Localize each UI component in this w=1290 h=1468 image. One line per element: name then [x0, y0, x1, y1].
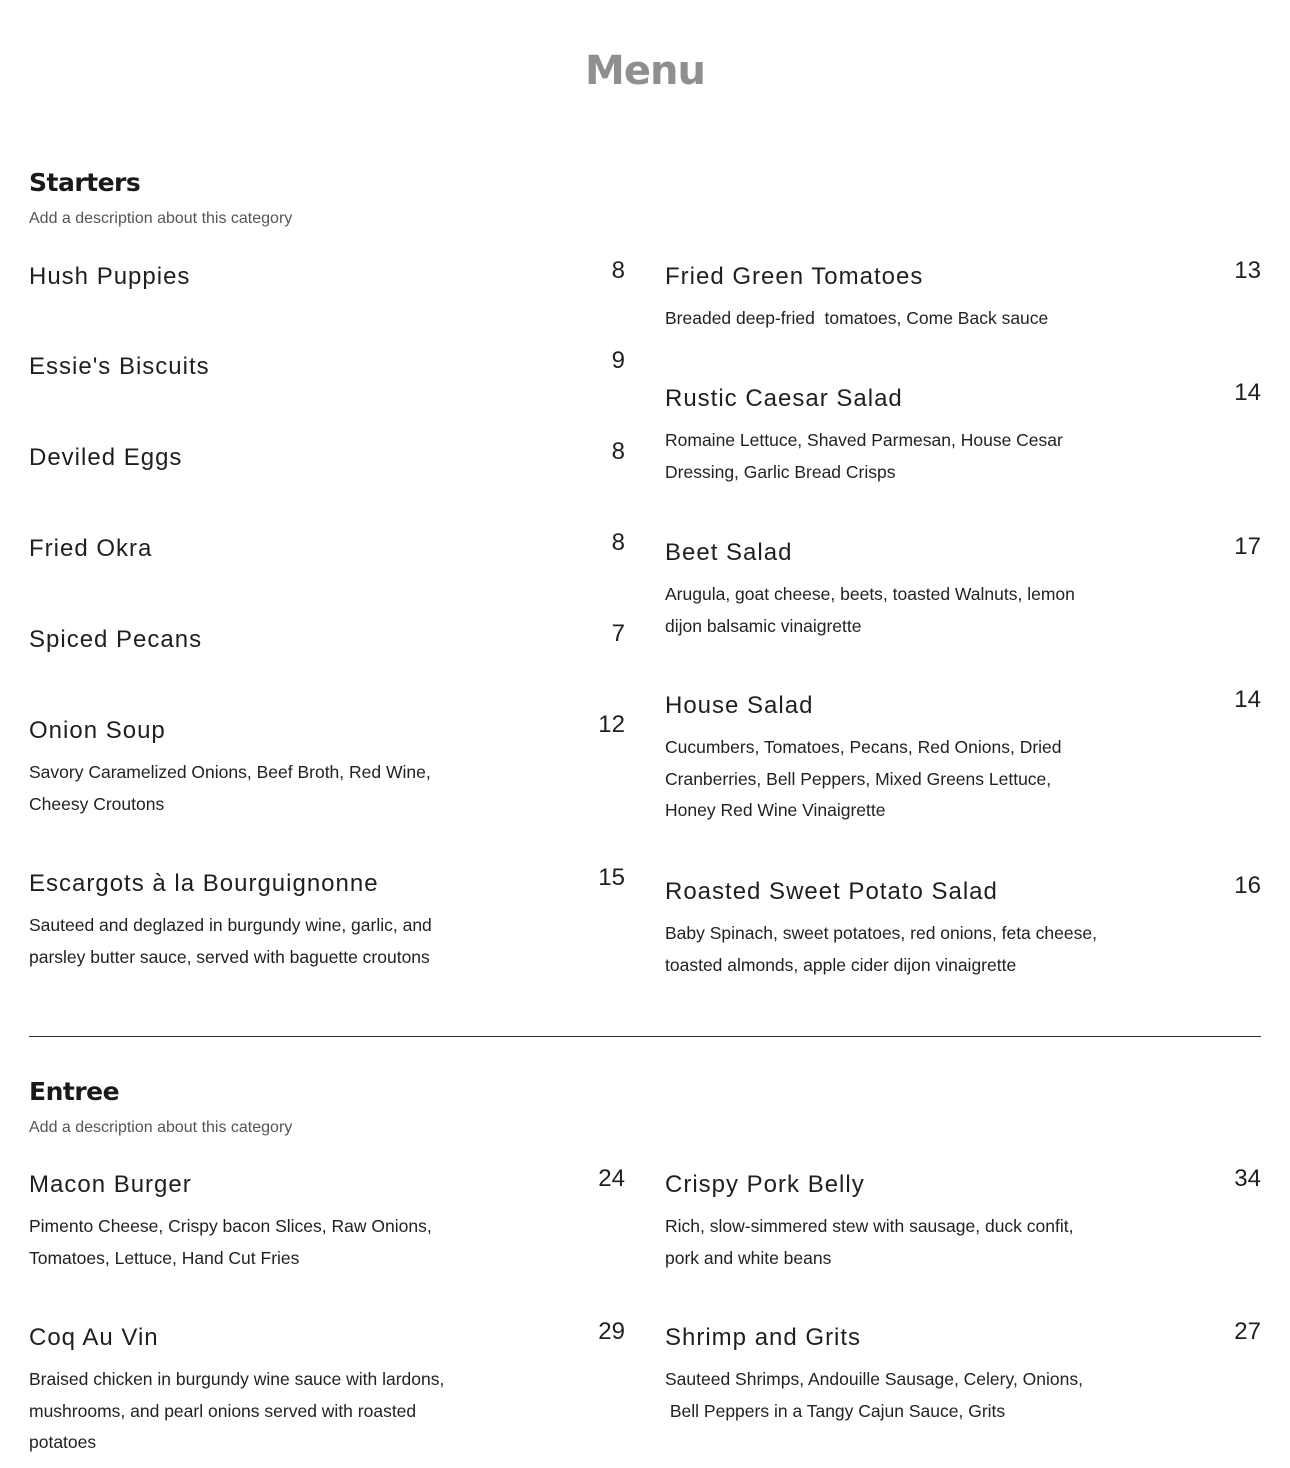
- item-price: 24: [598, 1165, 625, 1192]
- item-description: Cucumbers, Tomatoes, Pecans, Red Onions, Dried Cranberries, Bell Peppers, Mixed Greens Lettuce, Honey Red Wine Vinaigrette: [665, 737, 1067, 820]
- item-name: Deviled Eggs: [29, 444, 183, 471]
- item-price: 29: [598, 1318, 625, 1345]
- item-description: Arugula, goat cheese, beets, toasted Walnuts, lemon dijon balsamic vinaigrette: [665, 584, 1080, 636]
- page-title: Menu: [585, 48, 705, 94]
- category-description: Add a description about this category: [29, 210, 293, 227]
- menu-item[interactable]: [29, 438, 625, 472]
- item-description: Sauteed and deglazed in burgundy wine, garlic, and parsley butter sauce, served with baguette croutons: [29, 915, 437, 967]
- menu-item[interactable]: [29, 1318, 625, 1459]
- item-price: 13: [1234, 257, 1261, 284]
- item-name: Spiced Pecans: [29, 626, 203, 653]
- item-price: 7: [611, 620, 625, 647]
- menu-item[interactable]: [665, 872, 1261, 981]
- item-name: Macon Burger: [29, 1171, 192, 1198]
- category-starters: [29, 168, 1261, 228]
- item-price: 15: [598, 864, 625, 891]
- item-description: Breaded deep-fried tomatoes, Come Back sauce: [665, 308, 1049, 328]
- item-price: 9: [611, 347, 625, 374]
- item-name: Onion Soup: [29, 717, 166, 744]
- menu-item[interactable]: [29, 257, 625, 291]
- item-name: Beet Salad: [665, 539, 793, 566]
- item-name: Escargots à la Bourguignonne: [29, 870, 379, 897]
- item-description: Pimento Cheese, Crispy bacon Slices, Raw Onions, Tomatoes, Lettuce, Hand Cut Fries: [29, 1216, 437, 1268]
- menu-item[interactable]: [665, 533, 1261, 642]
- menu-item[interactable]: [665, 379, 1261, 488]
- item-price: 14: [1234, 686, 1261, 713]
- menu-item[interactable]: [29, 529, 625, 563]
- item-description: Sauteed Shrimps, Andouille Sausage, Celery, Onions, Bell Peppers in a Tangy Cajun Sauce, Grits: [665, 1369, 1083, 1421]
- category-divider: [29, 1036, 1261, 1037]
- item-name: Coq Au Vin: [29, 1324, 159, 1351]
- item-name: Roasted Sweet Potato Salad: [665, 878, 998, 905]
- menu-item[interactable]: [29, 620, 625, 654]
- item-name: Hush Puppies: [29, 263, 191, 290]
- item-price: 16: [1234, 872, 1261, 899]
- menu-item[interactable]: [665, 1165, 1261, 1274]
- menu-item[interactable]: [29, 347, 625, 381]
- item-price: 12: [598, 711, 625, 738]
- item-name: House Salad: [665, 692, 814, 719]
- menu-item[interactable]: [665, 686, 1261, 827]
- menu-item[interactable]: [29, 1165, 625, 1274]
- item-name: Essie's Biscuits: [29, 353, 210, 380]
- item-description: Romaine Lettuce, Shaved Parmesan, House Cesar Dressing, Garlic Bread Crisps: [665, 430, 1068, 482]
- item-description: Rich, slow-simmered stew with sausage, duck confit, pork and white beans: [665, 1216, 1079, 1268]
- item-description: Baby Spinach, sweet potatoes, red onions, feta cheese, toasted almonds, apple cider dijon vinaigrette: [665, 923, 1102, 975]
- menu-item[interactable]: [665, 1318, 1261, 1427]
- menu-item[interactable]: [665, 257, 1261, 335]
- category-entree: [29, 1077, 1261, 1137]
- item-description: Savory Caramelized Onions, Beef Broth, Red Wine, Cheesy Croutons: [29, 762, 436, 814]
- item-price: 14: [1234, 379, 1261, 406]
- item-name: Fried Green Tomatoes: [665, 263, 924, 290]
- item-name: Shrimp and Grits: [665, 1324, 862, 1351]
- item-price: 34: [1234, 1165, 1261, 1192]
- item-price: 8: [611, 257, 625, 284]
- item-name: Rustic Caesar Salad: [665, 385, 903, 412]
- menu-item[interactable]: [29, 711, 625, 820]
- category-title: Starters: [29, 168, 141, 197]
- item-price: 8: [611, 438, 625, 465]
- item-price: 27: [1234, 1318, 1261, 1345]
- category-title: Entree: [29, 1077, 120, 1106]
- menu-item[interactable]: [29, 864, 625, 973]
- item-price: 8: [611, 529, 625, 556]
- category-description: Add a description about this category: [29, 1119, 293, 1136]
- item-name: Fried Okra: [29, 535, 153, 562]
- item-price: 17: [1234, 533, 1261, 560]
- item-description: Braised chicken in burgundy wine sauce with lardons, mushrooms, and pearl onions served with roasted potatoes: [29, 1369, 450, 1452]
- item-name: Crispy Pork Belly: [665, 1171, 865, 1198]
